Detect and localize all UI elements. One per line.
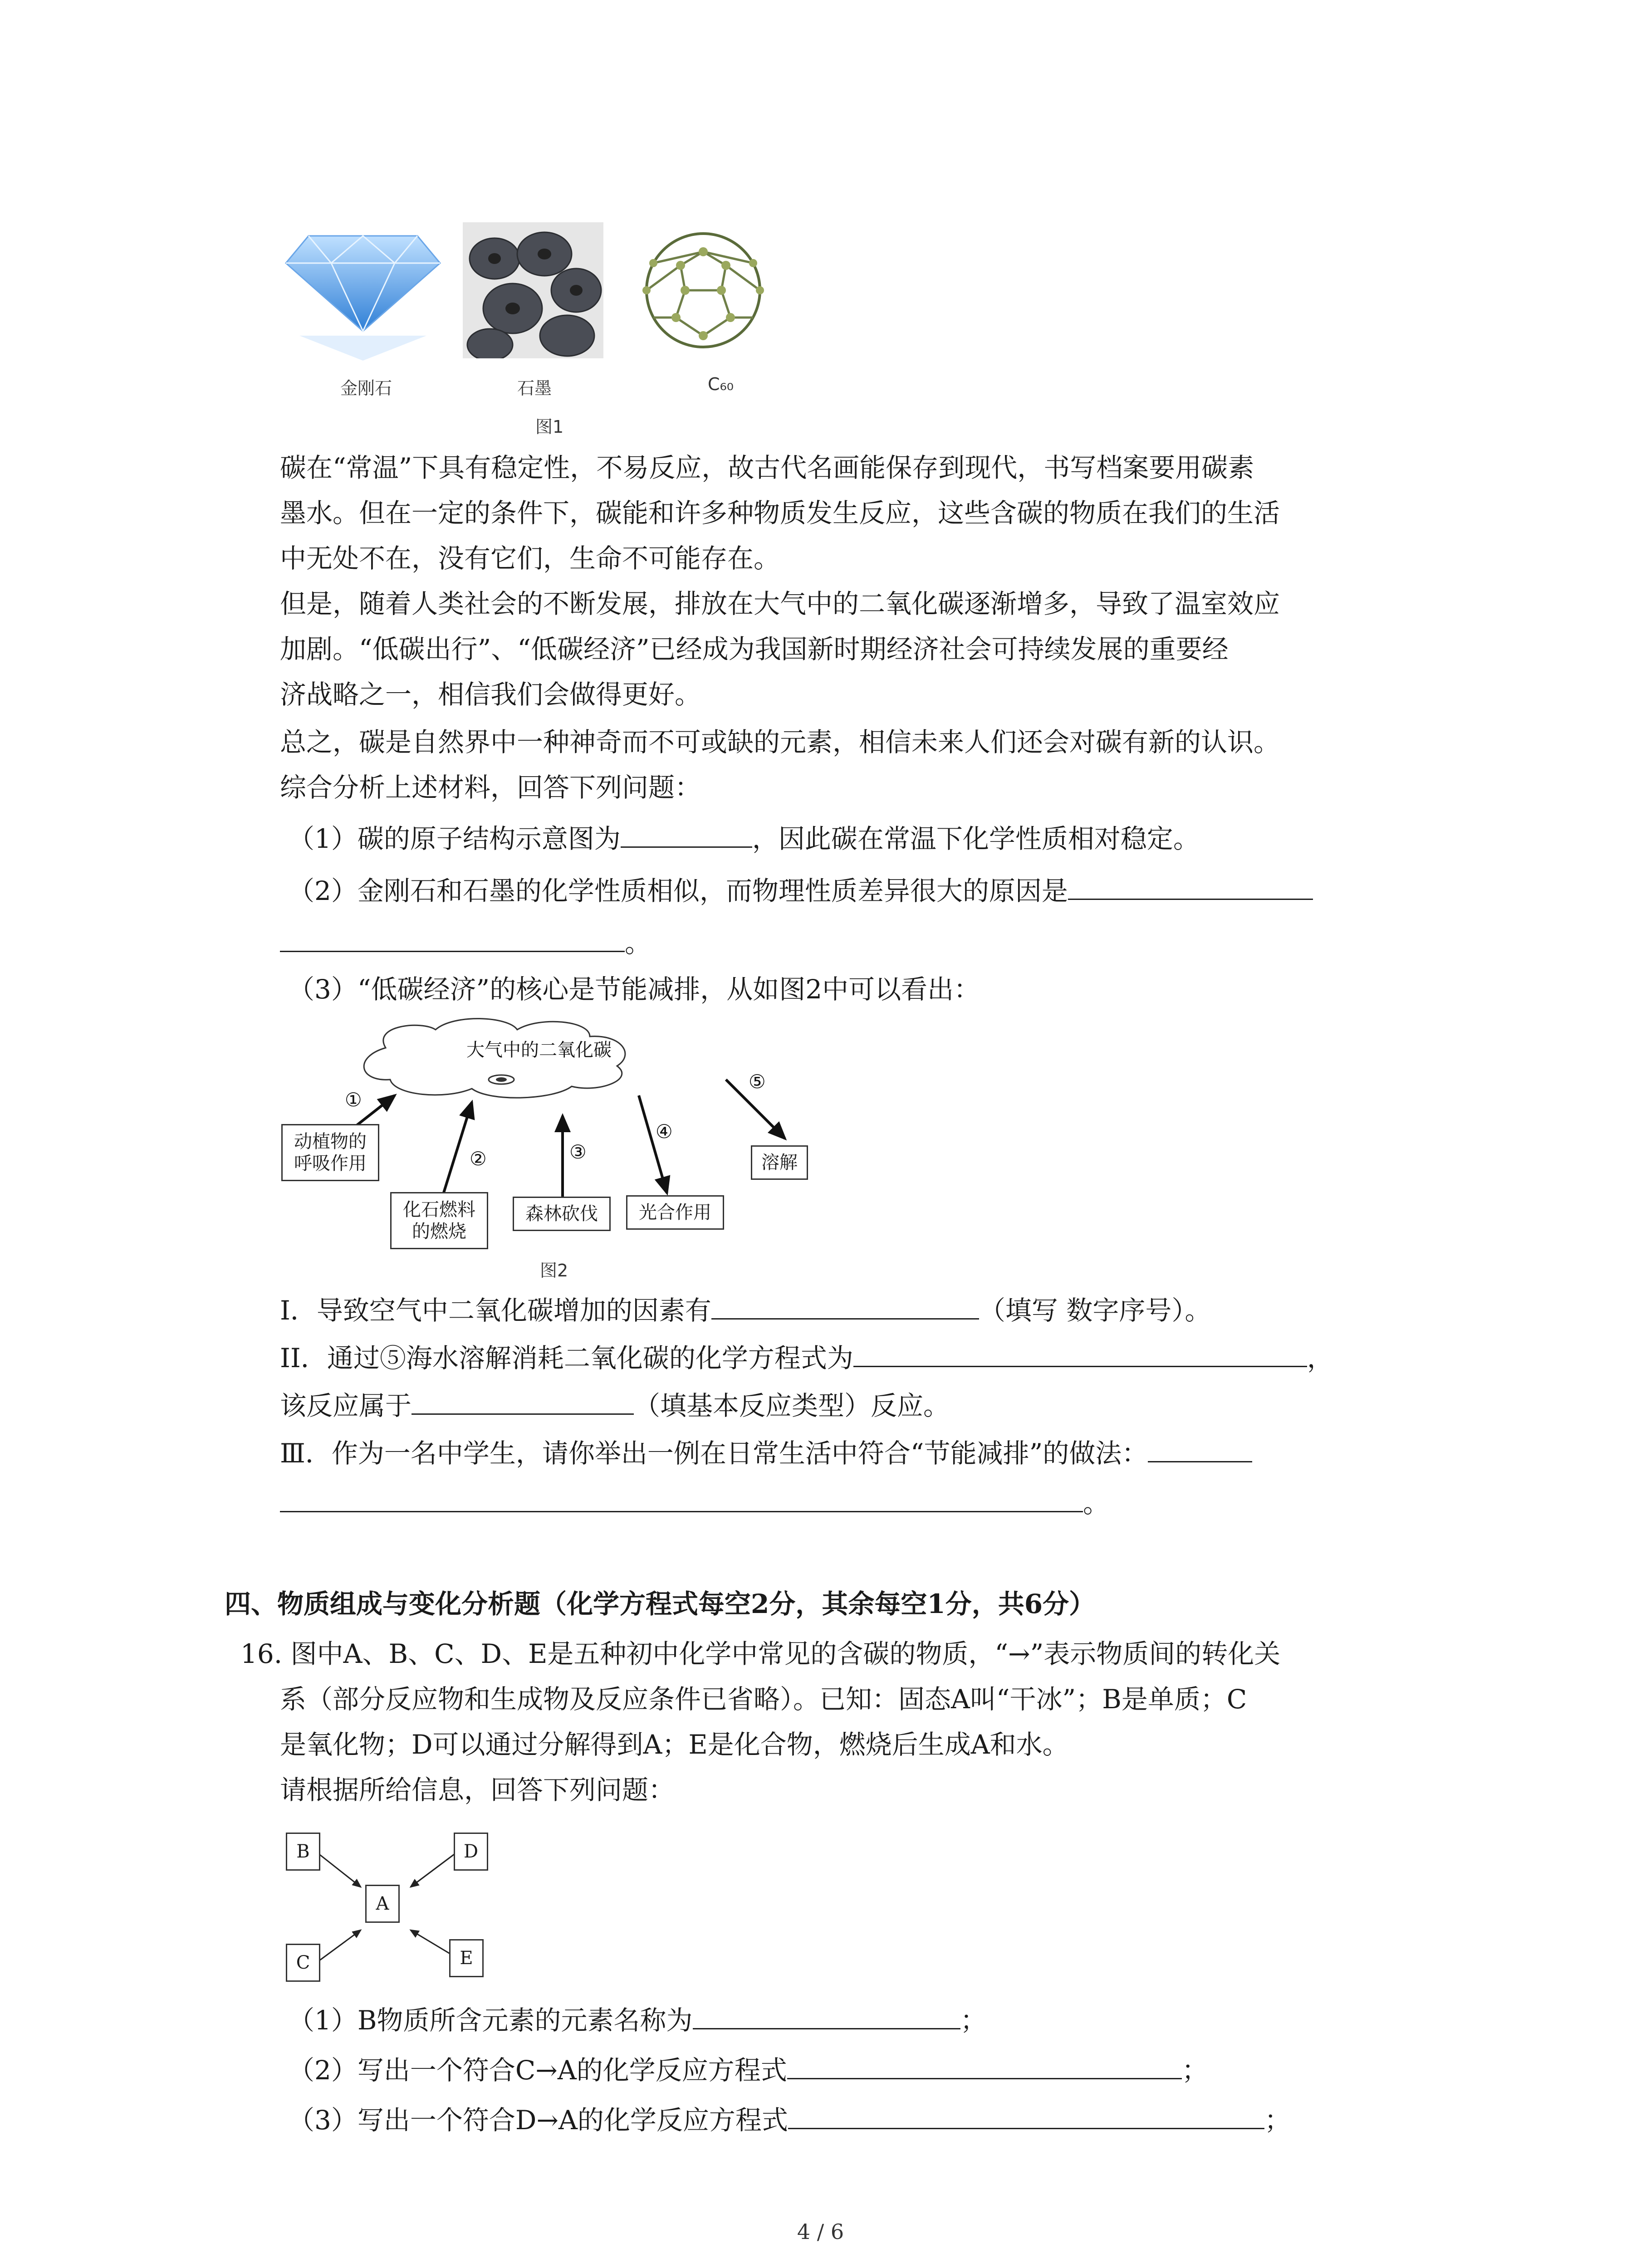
figure-2-caption: 图2 <box>540 1261 568 1281</box>
q15-blank-i[interactable] <box>711 1293 979 1320</box>
q16-line-2: 系（部分反应物和生成物及反应条件已省略）。已知：固态A叫“干冰”；B是单质；C <box>280 1684 1247 1715</box>
num-3: ③ <box>569 1141 587 1163</box>
q15-blank-iii-b[interactable] <box>280 1486 1083 1512</box>
q15-part2: （2）金刚石和石墨的化学性质相似，而物理性质差异很大的原因是 <box>288 873 1313 907</box>
q15-blank-iii-a[interactable] <box>1148 1436 1252 1462</box>
q16-line-3: 是氧化物；D可以通过分解得到A；E是化合物，燃烧后生成A和水。 <box>280 1729 1069 1760</box>
c60-label: C₆₀ <box>708 374 734 394</box>
q15-blank-ii[interactable] <box>853 1340 1307 1367</box>
graphite-image <box>463 222 603 358</box>
q16-sub-1: （1）B物质所含元素的元素名称为 ； <box>288 2003 987 2037</box>
num-2: ② <box>470 1148 487 1170</box>
q16-blank-3[interactable] <box>788 2102 1264 2129</box>
figure-1 <box>272 218 780 445</box>
q15-blank-reaction-type[interactable] <box>411 1388 634 1415</box>
q15-ii-2: 该反应属于 （填基本反应类型）反应。 <box>280 1388 950 1422</box>
q15-blank-2b[interactable] <box>280 925 625 952</box>
q16-sub-3: （3）写出一个符合D→A的化学反应方程式 ； <box>288 2102 1291 2136</box>
q16-line-1: 16. 图中A、B、C、D、E是五种初中化学中常见的含碳的物质，“→”表示物质间的转化关 <box>240 1638 1281 1669</box>
q16-blank-1[interactable] <box>693 2003 960 2029</box>
num-1: ① <box>345 1089 362 1111</box>
q16-sub-2: （2）写出一个符合C→A的化学反应方程式 ； <box>288 2053 1208 2087</box>
q15-blank-2a[interactable] <box>1068 873 1313 900</box>
material-line-8: 综合分析上述材料，回答下列问题： <box>280 772 701 803</box>
material-line-3: 中无处不在，没有它们，生命不可能存在。 <box>280 543 780 574</box>
box-photosynthesis: 光合作用 <box>626 1195 724 1230</box>
material-line-4: 但是，随着人类社会的不断发展，排放在大气中的二氧化碳逐渐增多，导致了温室效应 <box>280 588 1280 619</box>
arrow-2 <box>440 1102 472 1204</box>
node-d: D <box>454 1833 488 1871</box>
q15-blank-1[interactable] <box>621 821 752 848</box>
page-number: 4 / 6 <box>797 2219 844 2244</box>
material-line-5: 加剧。“低碳出行”、“低碳经济”已经成为我国新时期经济社会可持续发展的重要经 <box>280 634 1229 665</box>
graphite-label: 石墨 <box>517 378 552 398</box>
node-c: C <box>286 1944 320 1982</box>
box-deforestation: 森林砍伐 <box>513 1197 611 1231</box>
diamond-image <box>281 222 445 363</box>
cloud-label: 大气中的二氧化碳 <box>466 1040 612 1061</box>
arrow-4 <box>639 1095 667 1193</box>
q15-i: I．导致空气中二氧化碳增加的因素有 （填写 数字序号）。 <box>280 1293 1211 1327</box>
num-5: ⑤ <box>749 1070 766 1093</box>
box-respiration: 动植物的 呼吸作用 <box>281 1124 379 1181</box>
node-b: B <box>286 1833 320 1871</box>
q15-part1: （1）碳的原子结构示意图为 ，因此碳在常温下化学性质相对稳定。 <box>288 821 1200 855</box>
material-line-7: 总之，碳是自然界中一种神奇而不可或缺的元素，相信未来人们还会对碳有新的认识。 <box>280 727 1280 758</box>
diamond-label: 金刚石 <box>340 378 392 398</box>
material-line-6: 济战略之一，相信我们会做得更好。 <box>280 679 701 710</box>
q15-part2-cont: 。 <box>280 925 651 959</box>
box-fossil-fuel: 化石燃料 的燃烧 <box>390 1192 488 1249</box>
q15-iii: Ⅲ．作为一名中学生，请你举出一例在日常生活中符合“节能减排”的做法： <box>280 1436 1252 1470</box>
node-e: E <box>449 1939 484 1977</box>
node-a: A <box>365 1885 400 1923</box>
material-line-2: 墨水。但在一定的条件下，碳能和许多种物质发生反应，这些含碳的物质在我们的生活 <box>280 498 1280 528</box>
section-4-heading: 四、物质组成与变化分析题（化学方程式每空2分，其余每空1分，共6分） <box>225 1589 1096 1619</box>
q15-ii: II．通过⑤海水溶解消耗二氧化碳的化学方程式为 ， <box>280 1340 1333 1374</box>
num-4: ④ <box>656 1120 673 1143</box>
q15-iii-cont: 。 <box>280 1486 1109 1520</box>
q16-blank-2[interactable] <box>787 2053 1182 2079</box>
material-line-1: 碳在“常温”下具有稳定性，不易反应，故古代名画能保存到现代，书写档案要用碳素 <box>280 452 1254 483</box>
q15-part3: （3）“低碳经济”的核心是节能减排，从如图2中可以看出： <box>288 974 980 1005</box>
box-dissolve: 溶解 <box>751 1145 808 1180</box>
figure-1-caption: 图1 <box>535 417 564 437</box>
q16-line-4: 请根据所给信息，回答下列问题： <box>280 1774 675 1805</box>
c60-image <box>635 227 771 354</box>
